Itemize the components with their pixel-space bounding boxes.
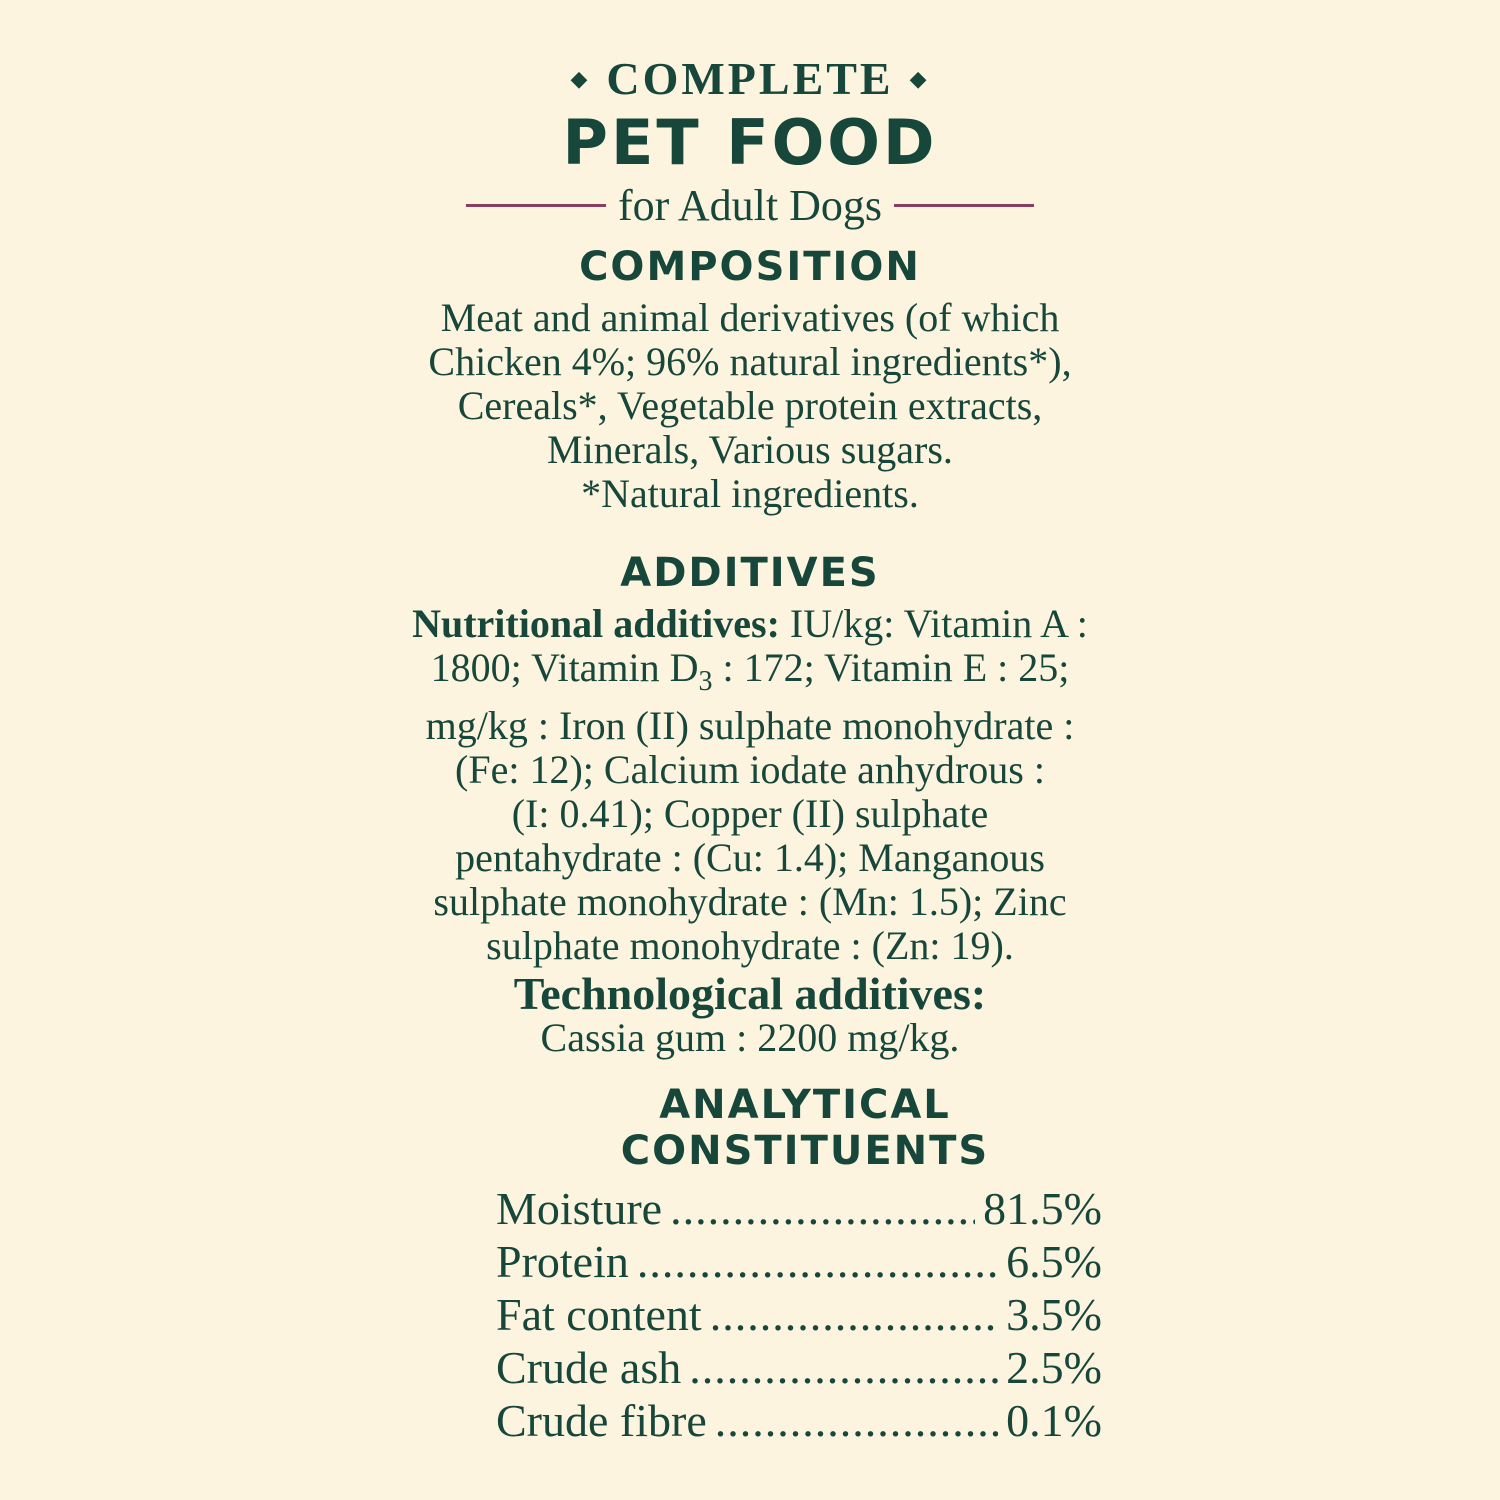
additives-line-text: IU/kg: Vitamin A : [779,601,1088,646]
diamond-icon: ◆ [570,66,591,92]
composition-text [380,296,1120,516]
constituent-value: 0.1% [1006,1395,1102,1446]
additives-line: sulphate monohydrate : (Mn: 1.5); Zinc [433,879,1067,924]
additives-line: mg/kg : Iron (II) sulphate monohydrate : [425,703,1075,748]
dot-leader [637,1235,998,1288]
composition-line: Chicken 4%; 96% natural ingredients*), [428,339,1072,384]
constituent-label: Protein [496,1236,629,1287]
constituent-value: 3.5% [1006,1289,1102,1340]
additives-line [380,646,1120,704]
additives-line: pentahydrate : (Cu: 1.4); Manganous [455,835,1045,880]
subtitle-row [0,180,1500,231]
right-divider [894,204,1034,207]
constituent-row [496,1394,1102,1447]
subscript-3: 3 [698,666,713,697]
constituents-table [496,1182,1102,1447]
dot-leader [689,1341,998,1394]
constituent-value: 6.5% [1006,1236,1102,1287]
technological-additives-text: Cassia gum : 2200 mg/kg. [540,1015,960,1060]
constituent-row [496,1182,1102,1235]
constituent-row [496,1341,1102,1394]
additives-line-text: 1800; Vitamin D [430,645,699,690]
technological-additives [380,968,1120,1060]
composition-line: Meat and animal derivatives (of which [440,295,1060,340]
additives-heading: ADDITIVES [620,550,880,596]
technological-additives-heading: Technological additives: [513,968,987,1019]
composition-line: Cereals*, Vegetable protein extracts, [457,383,1043,428]
constituent-row [496,1288,1102,1341]
constituent-value: 81.5% [983,1183,1102,1234]
header-main-title: PET FOOD [562,106,938,179]
constituent-label: Crude ash [496,1342,682,1393]
subtitle-text: for Adult Dogs [618,181,882,230]
left-divider [466,204,606,207]
additives-line: (Fe: 12); Calcium iodate anhydrous : [455,747,1045,792]
dot-leader [670,1182,975,1235]
additives-line-text: : 172; Vitamin E : 25; [712,645,1070,690]
analytical-constituents-heading [620,1082,990,1174]
composition-line: Minerals, Various sugars. [547,427,953,472]
analytical-heading-line: CONSTITUENTS [620,1128,990,1174]
additives-line [380,602,1120,646]
dot-leader [710,1288,998,1341]
constituent-label: Moisture [496,1183,663,1234]
additives-line: (I: 0.41); Copper (II) sulphate [511,791,989,836]
composition-heading: COMPOSITION [579,244,921,290]
analytical-heading-line: ANALYTICAL [659,1082,951,1128]
additives-line: sulphate monohydrate : (Zn: 19). [486,923,1014,968]
additives-text [380,602,1120,968]
header-top-line [0,52,1500,105]
constituent-value: 2.5% [1006,1342,1102,1393]
dot-leader [715,1394,998,1447]
diamond-icon: ◆ [909,66,930,92]
nutritional-additives-label: Nutritional additives: [412,601,780,646]
constituent-label: Fat content [496,1289,702,1340]
constituent-row [496,1235,1102,1288]
header-top-text: COMPLETE [606,53,894,104]
composition-line: *Natural ingredients. [581,471,919,516]
constituent-label: Crude fibre [496,1395,707,1446]
